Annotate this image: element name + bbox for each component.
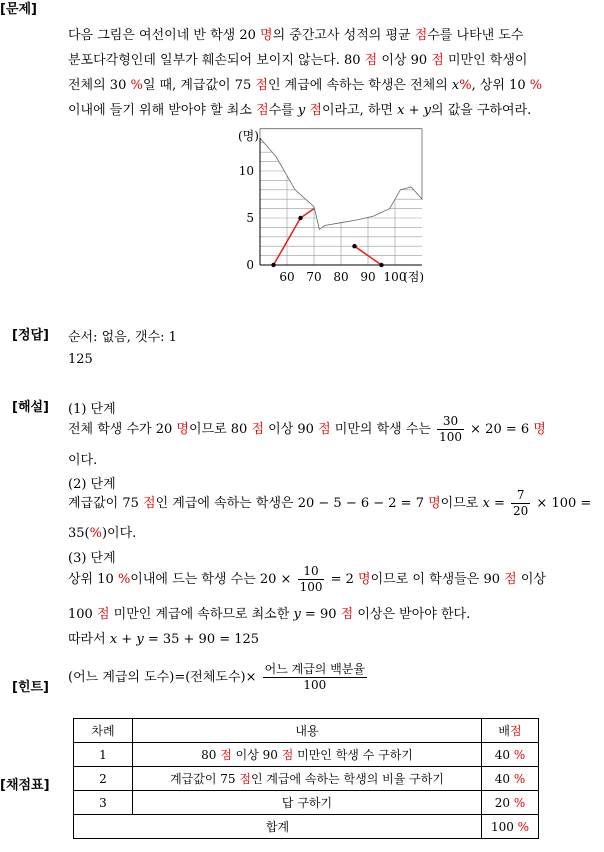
table-row [74,767,539,791]
y-tick-label: 0 [246,258,254,272]
table-row [74,743,539,767]
hint-formula: (어느 계급의 도수)=(전체도수)× $\frac{\text{어느 계급의 백분율}}{100}$ [68,662,365,692]
row-points: 40 % [482,743,539,767]
answer-value: 125 [68,352,93,367]
data-point [379,263,383,267]
solution-step-1-line-a: 전체 학생 수가 20 명이므로 80 점 이상 90 점 미만의 학생 수는 $\frac{30}{100}$ × 20 = 6 명 [68,414,546,444]
fraction: $\frac{30}{100}$ [439,414,463,444]
solution-conclusion: 따라서 x + y = 35 + 90 = 125 [68,632,260,647]
problem-line-3: 전체의 30 %일 때, 계급값이 75 점인 계급에 속하는 학생은 전체의 x%, 상위 10 % [68,78,543,93]
frequency-polygon-chart [220,125,450,285]
data-point [352,244,356,248]
header-content: 내용 [133,719,482,743]
x-tick-label: 60 [279,270,295,284]
hint-tag: [힌트] [12,680,49,695]
total-value: 100 % [482,815,539,839]
solution-step-2-line-b: 35(%)이다. [68,526,137,541]
solution-step-3-line-b: 100 점 미만인 계급에 속하므로 최소한 y = 90 점 이상은 받아야 한다. [68,607,471,622]
solution-step-3-line-a: 상위 10 %이내에 드는 학생 수는 20 × $\frac{10}{100}$ = 2 명이므로 이 학생들은 90 점 이상 [68,564,546,594]
table-header-row [74,719,539,743]
row-order: 1 [74,743,133,767]
total-label: 합계 [74,815,482,839]
table-total-row [74,815,539,839]
fraction: $\frac{7}{20}$ [513,488,529,518]
problem-line-1: 다음 그림은 여선이네 반 학생 20 명의 중간고사 성적의 평균 점수를 나타낸 도수 [68,28,524,43]
problem-line-4: 이내에 들기 위해 받아야 할 최소 점수를 y 점이라고, 하면 x + y의 값을 구하여라. [68,103,532,118]
data-point [271,263,275,267]
problem-tag: [문제] [0,2,37,17]
x-tick-label: 70 [306,270,322,284]
torn-region [260,129,422,230]
header-points: 배점 [482,719,539,743]
row-content: 계급값이 75 점인 계급에 속하는 학생의 비율 구하기 [133,767,482,791]
x-axis-label: (점) [403,270,425,284]
answer-line-1: 순서: 없음, 갯수: 1 [68,330,177,345]
fraction: $\frac{\text{어느 계급의 백분율}}{100}$ [264,662,365,692]
row-points: 20 % [482,791,539,815]
row-content: 80 점 이상 90 점 미만인 학생 수 구하기 [133,743,482,767]
x-tick-label: 90 [360,270,376,284]
header-order: 차례 [74,719,133,743]
y-axis-label: (명) [238,129,259,144]
solution-step-1-line-b: 이다. [68,453,98,468]
solution-step-2-line-a: 계급값이 75 점인 계급에 속하는 학생은 20 − 5 − 6 − 2 = 7 명이므로 x = $\frac{7}{20}$ × 100 = [68,488,592,518]
row-content: 답 구하기 [133,791,482,815]
problem-line-2: 분포다각형인데 일부가 훼손되어 보이지 않는다. 80 점 이상 90 점 미만인 학생이 [68,53,528,68]
x-tick-label: 100 [383,270,407,284]
solution-step-3: (3) 단계 [68,551,116,566]
solution-tag: [해설] [12,400,49,415]
scoring-tag: [채점표] [0,778,50,793]
data-point [298,216,302,220]
row-order: 3 [74,791,133,815]
scoring-table [73,718,539,839]
y-tick-label: 5 [246,211,254,225]
solution-step-2: (2) 단계 [68,477,116,492]
row-order: 2 [74,767,133,791]
x-tick-label: 80 [333,270,349,284]
solution-step-1: (1) 단계 [68,402,116,417]
answer-tag: [정답] [12,328,49,343]
row-points: 40 % [482,767,539,791]
fraction: $\frac{10}{100}$ [299,564,323,594]
table-row [74,791,539,815]
y-tick-label: 10 [238,164,254,178]
